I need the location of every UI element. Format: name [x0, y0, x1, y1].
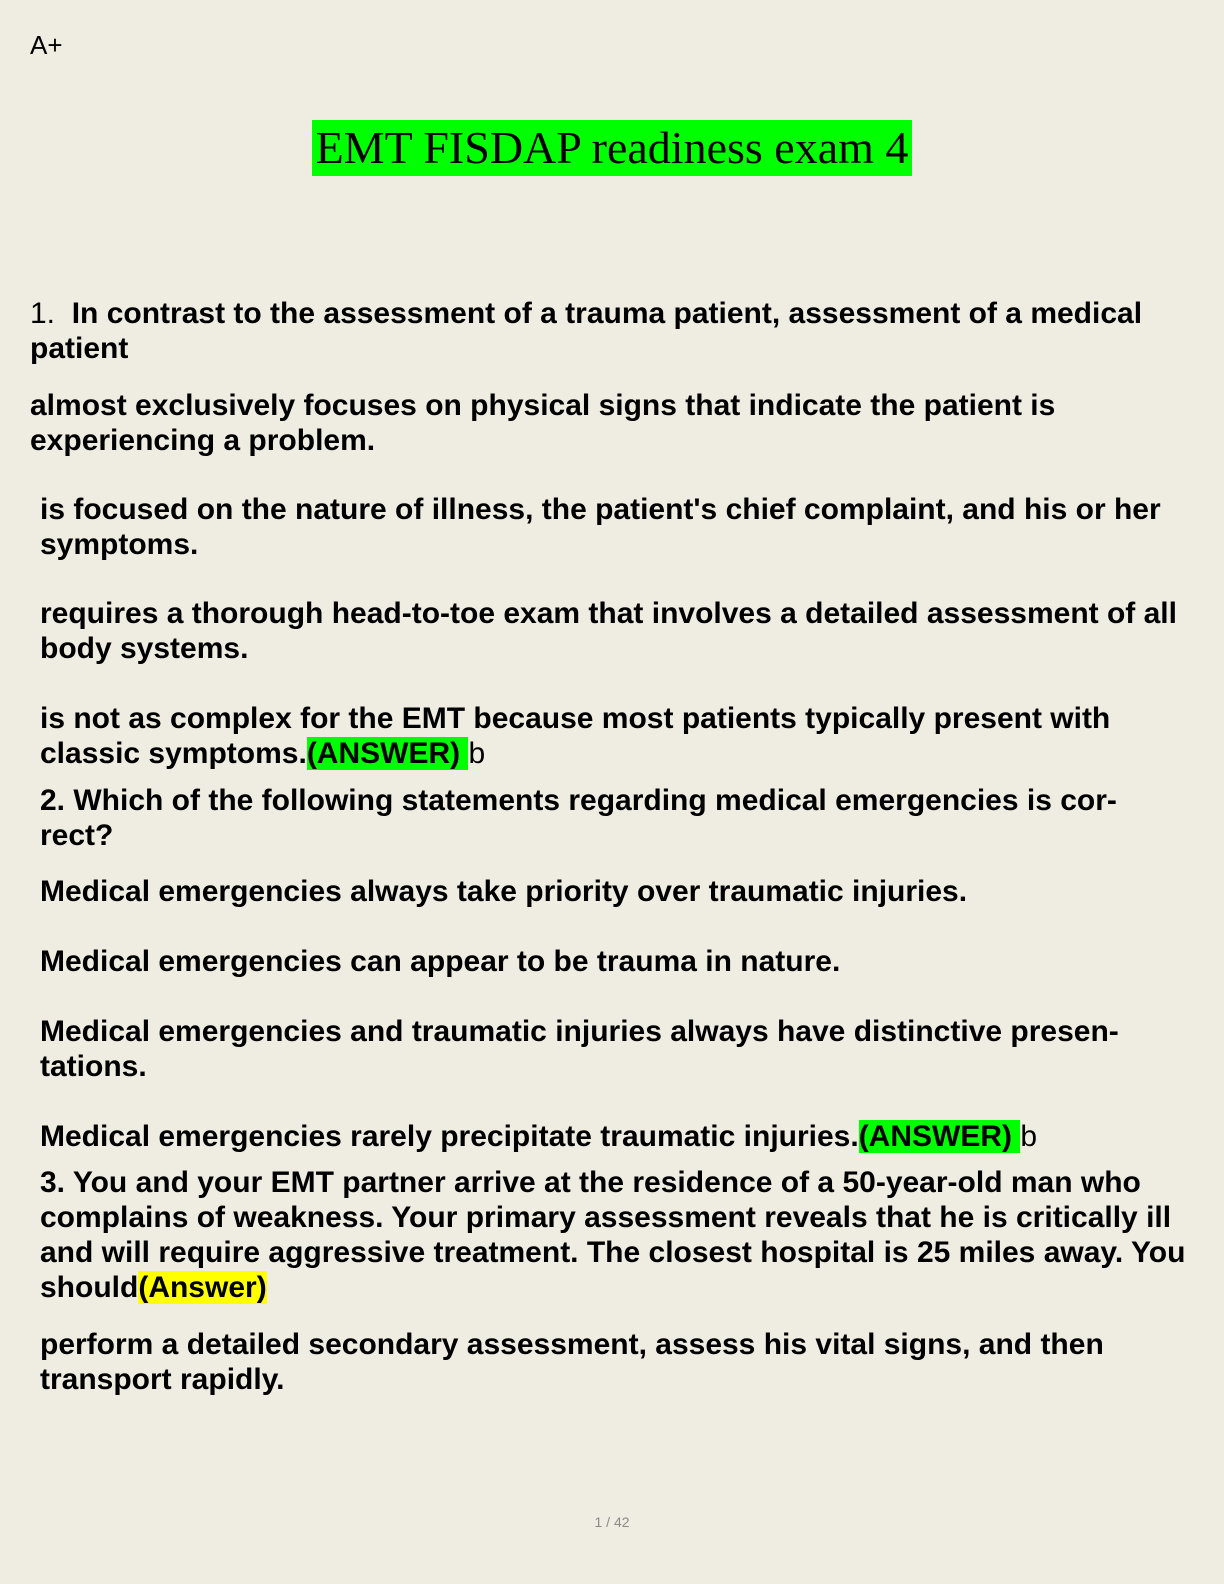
- q3-answer-tag: (Answer): [138, 1271, 267, 1304]
- question-1: [30, 296, 1190, 366]
- question-2-text: 2. Which of the following statements regarding medical emergencies is cor-rect?: [40, 784, 1117, 852]
- q2-option-c: Medical emergencies and traumatic injuries always have distinctive presen-tations.: [40, 1015, 1119, 1083]
- document-title: EMT FISDAP readiness exam 4: [312, 120, 913, 176]
- q2-option-a: Medical emergencies always take priority over traumatic injuries.: [40, 875, 968, 908]
- q2-answer-tag: (ANSWER): [858, 1120, 1021, 1153]
- q2-option-d-text: Medical emergencies rarely precipitate traumatic injuries.: [40, 1120, 859, 1153]
- title-wrap: [0, 120, 1224, 176]
- q2-option-b: Medical emergencies can appear to be trauma in nature.: [40, 945, 841, 978]
- q2-option-d: [40, 1119, 1190, 1154]
- page-number: 1 / 42: [594, 1514, 630, 1530]
- q1-option-a: almost exclusively focuses on physical signs that indicate the patient is experiencing a problem.: [30, 389, 1056, 457]
- q1-answer-letter: b: [468, 737, 486, 770]
- grade-label: A+: [30, 30, 63, 60]
- q1-option-d-text: is not as complex for the EMT because most patients typically present with classic symptoms.: [40, 702, 1111, 770]
- question-1-number: 1.: [30, 297, 56, 330]
- q1-option-b: is focused on the nature of illness, the patient's chief complaint, and his or her symptoms.: [40, 493, 1161, 561]
- q1-option-d: [40, 701, 1190, 771]
- question-3-text: 3. You and your EMT partner arrive at the residence of a 50-year-old man who complains of weakness. Your primary assessment reveals that he is critically ill and will require aggressive treatment. The closest hospital is 25 miles away. You should: [40, 1166, 1186, 1304]
- q2-answer-letter: b: [1020, 1120, 1038, 1153]
- q1-answer-tag: (ANSWER): [306, 737, 469, 770]
- q1-option-c: requires a thorough head-to-toe exam that involves a detailed assessment of all body systems.: [40, 597, 1177, 665]
- q3-option-a: perform a detailed secondary assessment, assess his vital signs, and then transport rapidly.: [40, 1328, 1104, 1396]
- question-1-text: In contrast to the assessment of a trauma patient, assessment of a medical patient: [30, 297, 1143, 365]
- question-3: [40, 1165, 1190, 1305]
